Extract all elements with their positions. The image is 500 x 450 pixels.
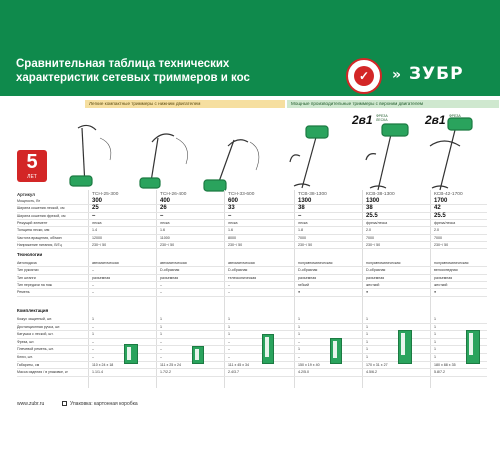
table-cell: 25 xyxy=(92,205,99,212)
table-cell: разъемная xyxy=(366,275,385,280)
table-cell: разъемная xyxy=(298,275,317,280)
table-cell: – xyxy=(228,347,230,352)
header-banner xyxy=(0,0,500,96)
table-cell: фреза/леска xyxy=(434,220,456,225)
trimmer-image xyxy=(430,118,472,190)
table-cell: – xyxy=(92,268,94,273)
table-cell: 111 х 25 х 24 xyxy=(160,362,182,367)
table-cell: велосипедная xyxy=(434,268,458,273)
table-cell: разъемная xyxy=(434,275,453,280)
table-cell: 600 xyxy=(228,198,239,204)
table-cell: D-образная xyxy=(298,268,318,273)
model-name: ТСВ-38-1300 xyxy=(298,192,327,197)
footer-url[interactable]: www.zubr.ru xyxy=(17,401,45,407)
table-cell: ● xyxy=(366,290,369,295)
row-label: Плечевой ремень, шт. xyxy=(17,347,54,352)
row-label: Катушка с леской, шт. xyxy=(17,332,54,337)
table-cell: 1.8 xyxy=(298,228,303,233)
table-cell: 1 xyxy=(434,347,436,352)
group-powerful-label: Мощные производительные триммеры с верхним двигателем xyxy=(287,100,499,108)
row-label: Масса изделия / в упаковке, кг xyxy=(17,370,68,375)
package-box-image xyxy=(398,330,412,364)
table-cell: – xyxy=(160,355,162,359)
trimmer-image xyxy=(204,140,259,191)
row-label: Толщина лески, мм xyxy=(17,228,50,233)
row-label: Ширина кошения леской, см xyxy=(17,206,65,211)
table-cell: – xyxy=(92,212,96,219)
table-cell: 4.5/6.2 xyxy=(366,370,377,375)
table-cell: леска xyxy=(228,220,238,225)
table-cell: 33 xyxy=(228,205,235,212)
table-cell: 1.6 xyxy=(228,228,233,233)
package-icon xyxy=(62,401,67,406)
model-name: ТСН-26-400 xyxy=(160,192,187,197)
table-cell: ● xyxy=(434,290,437,295)
table-cell: 1 xyxy=(92,317,94,321)
table-cell: 1700 xyxy=(434,198,448,204)
package-box-image xyxy=(466,330,480,364)
table-cell: 180 х 88 х 35 xyxy=(434,362,456,367)
row-label: Мощность, Вт xyxy=(17,199,41,203)
table-cell: 1 xyxy=(298,317,300,321)
table-cell: 1 xyxy=(228,324,230,329)
section-title-kit: Комплектация xyxy=(17,308,49,313)
table-cell: – xyxy=(228,212,232,219)
table-cell: 38 xyxy=(366,205,373,212)
table-cell: разъемная xyxy=(160,275,179,280)
row-label: Режущий элемент xyxy=(17,220,48,225)
package-box-image xyxy=(124,344,138,364)
row-label: Габариты, см xyxy=(17,362,40,367)
table-cell: 111 х 45 х 34 xyxy=(228,362,250,367)
row-label: Кожух защитный, шт. xyxy=(17,317,53,321)
table-cell: телескопическая xyxy=(228,275,257,280)
product-illustrations xyxy=(0,108,500,194)
row-label: Тип передачи на нож xyxy=(17,282,53,287)
table-cell: 8000 xyxy=(228,235,236,240)
table-cell: 1 xyxy=(298,347,300,352)
table-cell: леска xyxy=(160,220,170,225)
table-cell: D-образная xyxy=(160,268,180,273)
model-name: КСВ-38-1300 xyxy=(366,192,395,197)
trimmer-image xyxy=(140,134,188,188)
table-cell: – xyxy=(298,212,302,219)
table-cell: 1.6 xyxy=(160,228,165,233)
model-name: ТСН-25-300 xyxy=(92,192,119,197)
table-cell: фреза/леска xyxy=(366,220,388,225)
table-cell: – xyxy=(92,282,94,287)
table-cell: – xyxy=(160,339,162,344)
table-cell: 1 xyxy=(298,324,300,329)
table-cell: гибкий xyxy=(298,282,309,287)
row-label: Тип рукоятки xyxy=(17,268,39,273)
trimmer-image xyxy=(70,125,111,186)
table-cell: 11000 xyxy=(160,235,170,240)
table-cell: жесткий xyxy=(434,282,448,287)
row-label: Дистанционная ручка, шт. xyxy=(17,324,61,329)
row-label: Ремень xyxy=(17,290,30,295)
table-cell: автоматическая xyxy=(160,261,187,265)
footer-note: Упаковка: картонная коробка xyxy=(70,401,138,407)
row-label: Напряжение питания, В/Гц xyxy=(17,242,62,247)
table-cell: 230~/ 50 xyxy=(298,242,313,247)
package-box-image xyxy=(192,346,204,364)
table-cell: 42 xyxy=(434,205,441,212)
table-cell: автоматическая xyxy=(228,261,255,265)
two-in-one-badge: 2в1 ФРЕЗА ЛЕСКА xyxy=(352,113,388,127)
table-cell: – xyxy=(228,339,230,344)
table-cell: 1 xyxy=(434,332,436,337)
table-cell: 1 xyxy=(434,339,436,344)
model-name: ТСН-33-600 xyxy=(228,192,255,197)
table-cell: 1 xyxy=(160,332,162,337)
row-label: Ключ, шт. xyxy=(17,355,33,359)
table-cell: – xyxy=(92,355,94,359)
table-cell: 230~/ 50 xyxy=(92,242,107,247)
table-cell: 1 xyxy=(228,332,230,337)
table-cell: 1 xyxy=(366,347,368,352)
table-cell: 7000 xyxy=(366,235,374,240)
table-cell: 230~/ 50 xyxy=(434,242,449,247)
table-cell: 2.0 xyxy=(366,228,371,233)
table-cell: 1 xyxy=(298,332,300,337)
table-cell: 1 xyxy=(366,317,368,321)
table-cell: 1.4 xyxy=(92,228,97,233)
table-cell: – xyxy=(92,347,94,352)
package-box-image xyxy=(262,334,274,364)
table-cell: – xyxy=(92,339,94,344)
table-cell: 1.7/2.2 xyxy=(160,370,171,375)
warranty-badge: 5 ЛЕТ xyxy=(17,150,47,182)
table-cell: 25.5 xyxy=(366,212,378,219)
table-cell: D-образная xyxy=(228,268,248,273)
brand-logo: » ЗУБР xyxy=(392,64,464,84)
table-cell: – xyxy=(298,339,300,344)
table-cell: – xyxy=(92,324,94,329)
table-cell: 1 xyxy=(366,332,368,337)
section-title-tech: Технологии xyxy=(17,252,43,257)
table-cell: автоматическая xyxy=(92,261,119,265)
row-label: Фреза, шт. xyxy=(17,339,35,344)
table-cell: 1.1/1.4 xyxy=(92,370,103,375)
table-cell: 230~/ 50 xyxy=(366,242,381,247)
table-cell: 1300 xyxy=(298,198,312,204)
table-cell: 1 xyxy=(434,324,436,329)
table-cell: 26 xyxy=(160,205,167,212)
quality-seal-icon: ✓ xyxy=(346,58,382,94)
row-label: Автоподача xyxy=(17,261,37,265)
table-cell: 230~/ 50 xyxy=(160,242,175,247)
table-cell: D-образная xyxy=(366,268,386,273)
table-cell: – xyxy=(92,290,94,295)
two-in-one-badge: 2в1 ФРЕЗА xyxy=(425,113,461,127)
table-cell: 1 xyxy=(228,317,230,321)
group-light-label: Легкие компактные триммеры с нижним двигателем xyxy=(85,100,285,108)
table-cell: – xyxy=(160,212,164,219)
page-title: Сравнительная таблица технических характеристик сетевых триммеров и кос xyxy=(16,58,250,84)
table-cell: 170 х 31 х 27 xyxy=(366,362,388,367)
table-cell: 2.0 xyxy=(434,228,439,233)
table-cell: – xyxy=(160,290,162,295)
table-cell: – xyxy=(160,282,162,287)
table-cell: 300 xyxy=(92,198,103,204)
table-cell: полуавтоматическая xyxy=(366,261,401,265)
article-label: Артикул xyxy=(17,192,36,197)
trimmer-image xyxy=(366,124,408,190)
table-cell: 110 х 24 х 18 xyxy=(92,362,114,367)
table-cell: 1 xyxy=(434,317,436,321)
table-cell: 12000 xyxy=(92,235,102,240)
model-name: КСВ-42-1700 xyxy=(434,192,463,197)
table-cell: 1 xyxy=(366,324,368,329)
table-cell: – xyxy=(228,282,230,287)
table-cell: – xyxy=(160,347,162,352)
table-cell: 4.2/5.0 xyxy=(298,370,309,375)
table-cell: 7000 xyxy=(434,235,442,240)
row-label: Ширина кошения фрезой, см xyxy=(17,213,66,218)
trimmer-image xyxy=(290,126,328,188)
table-cell: 1 xyxy=(160,317,162,321)
table-cell: полуавтоматическая xyxy=(434,261,469,265)
table-cell: 25.5 xyxy=(434,212,446,219)
table-cell: леска xyxy=(298,220,308,225)
table-cell: 230~/ 50 xyxy=(228,242,243,247)
table-cell: – xyxy=(228,290,230,295)
table-cell: 1 xyxy=(160,324,162,329)
table-cell: полуавтоматическая xyxy=(298,261,333,265)
row-label: Тип штанги xyxy=(17,275,36,280)
table-cell: 1 xyxy=(366,355,368,359)
table-cell: 2.4/3.7 xyxy=(228,370,239,375)
table-cell: 7000 xyxy=(298,235,306,240)
table-cell: 38 xyxy=(298,205,305,212)
table-cell: 1 xyxy=(92,332,94,337)
table-cell: – xyxy=(298,355,300,359)
table-cell: 1 xyxy=(366,339,368,344)
table-cell: 1 xyxy=(434,355,436,359)
table-cell: 1300 xyxy=(366,198,380,204)
table-cell: жесткий xyxy=(366,282,380,287)
row-label: Частота вращения, об/мин xyxy=(17,235,62,240)
table-cell: 150 х 19 х 40 xyxy=(298,362,320,367)
table-cell: – xyxy=(228,355,230,359)
table-cell: ● xyxy=(298,290,301,295)
table-cell: 5.8/7.2 xyxy=(434,370,445,375)
table-cell: разъемная xyxy=(92,275,111,280)
table-cell: леска xyxy=(92,220,102,225)
package-box-image xyxy=(330,338,342,364)
table-cell: 400 xyxy=(160,198,171,204)
